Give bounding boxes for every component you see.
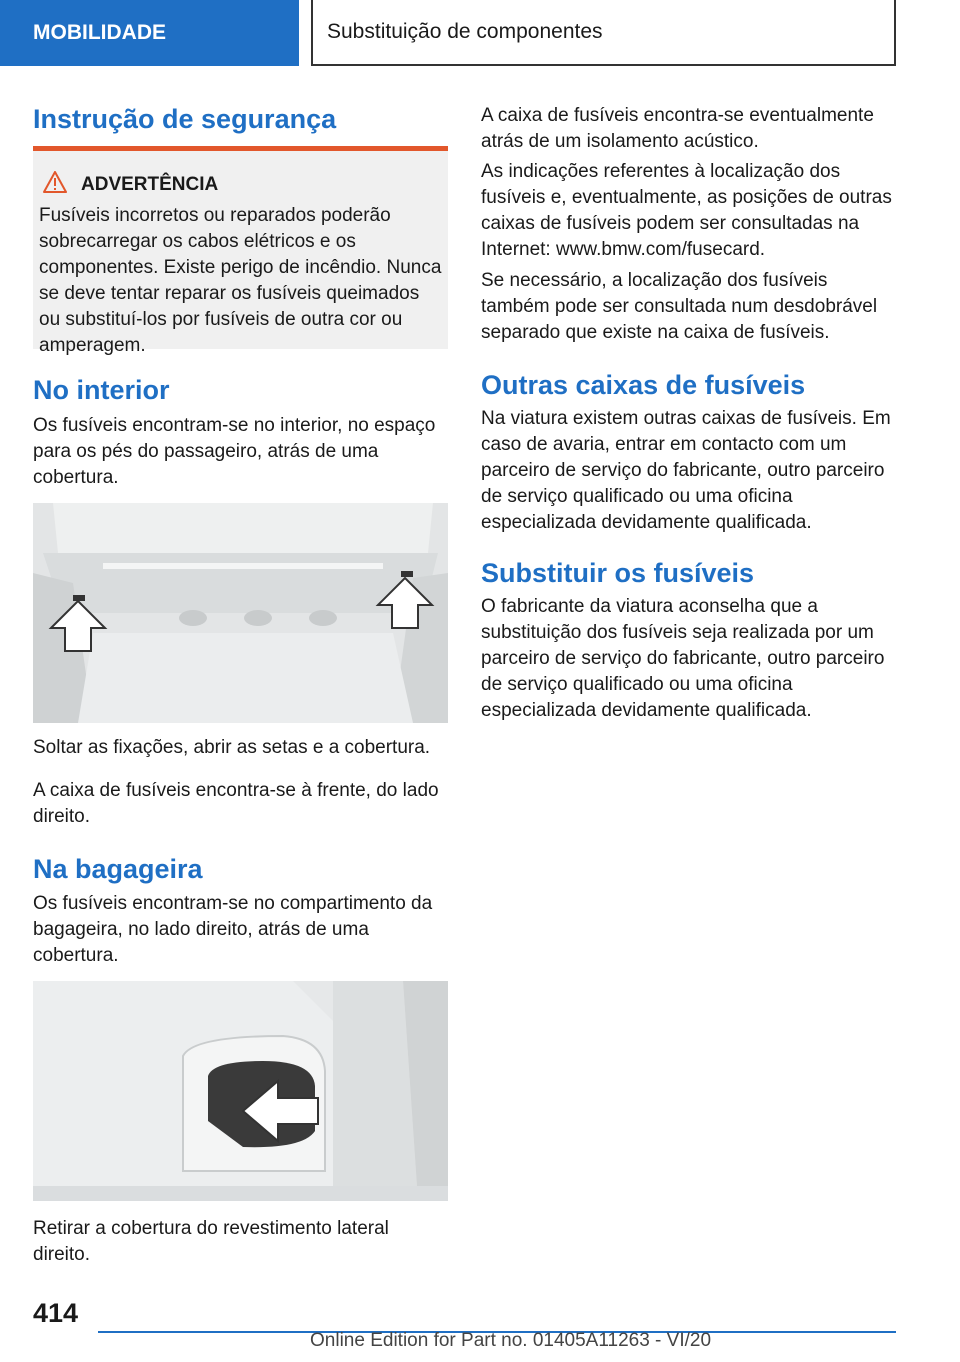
safety-heading: Instrução de segurança [33, 104, 337, 134]
section-label: Substituição de componentes [327, 20, 603, 43]
edition-footer: Online Edition for Part no. 01405A11263 - VI/20 [310, 1330, 712, 1351]
interior-location: A caixa de fusíveis encontra-se à frente, do lado direito. [33, 780, 439, 827]
trunk-fuse-photo [33, 981, 448, 1201]
trunk-heading: Na bagageira [33, 854, 203, 884]
warning-title: ADVERTÊNCIA [81, 174, 219, 195]
trunk-caption: Retirar a cobertura do revestimento lateral direito. [33, 1218, 389, 1265]
right-paragraph-2: As indicações referentes à localização dos fusíveis e, eventualmente, as posições de outras caixas de fusíveis podem ser consultadas na Internet: www.bmw.com/fusecard. [481, 161, 892, 260]
other-fuse-boxes-text: Na viatura existem outras caixas de fusíveis. Em caso de avaria, entrar em contacto com um parceiro de serviço do fabricante, outro parceiro de serviço qualificado ou uma oficina especializada devidamente qualificada. [481, 408, 891, 533]
trunk-text: Os fusíveis encontram-se no compartimento da bagageira, no lado direito, atrás de uma cobertura. [33, 893, 433, 966]
chapter-tab[interactable] [0, 0, 299, 66]
replace-fuses-heading: Substituir os fusíveis [481, 558, 755, 588]
section-title [311, 0, 896, 66]
warning-text: Fusíveis incorretos ou reparados poderão sobrecarregar os cabos elétricos e os componentes. Existe perigo de incêndio. Nunca se deve tentar reparar os fusíveis queimados ou substituí-los por fusíveis de outra cor ou amperagem. [39, 205, 442, 356]
other-fuse-boxes-heading: Outras caixas de fusíveis [481, 370, 806, 400]
replace-fuses-text: O fabricante da viatura aconselha que a substituição dos fusíveis seja realizada por um parceiro de serviço do fabricante, outro parceiro de serviço qualificado ou uma oficina especializada devidamente qualificada. [481, 596, 885, 721]
right-paragraph-3: Se necessário, a localização dos fusíveis também pode ser consultada num desdobrável separado que existe na caixa de fusíveis. [481, 270, 878, 343]
interior-fuse-photo [33, 503, 448, 723]
chapter-label: MOBILIDADE [33, 21, 166, 44]
interior-heading: No interior [33, 375, 170, 405]
page-number: 414 [33, 1298, 79, 1328]
interior-text: Os fusíveis encontram-se no interior, no espaço para os pés do passageiro, atrás de uma cobertura. [33, 415, 436, 488]
right-paragraph-1: A caixa de fusíveis encontra-se eventualmente atrás de um isolamento acústico. [481, 105, 874, 152]
warning-box [33, 151, 448, 356]
warning-triangle-icon [43, 171, 67, 199]
interior-caption: Soltar as fixações, abrir as setas e a cobertura. [33, 737, 431, 758]
warning-title-row [43, 169, 442, 201]
